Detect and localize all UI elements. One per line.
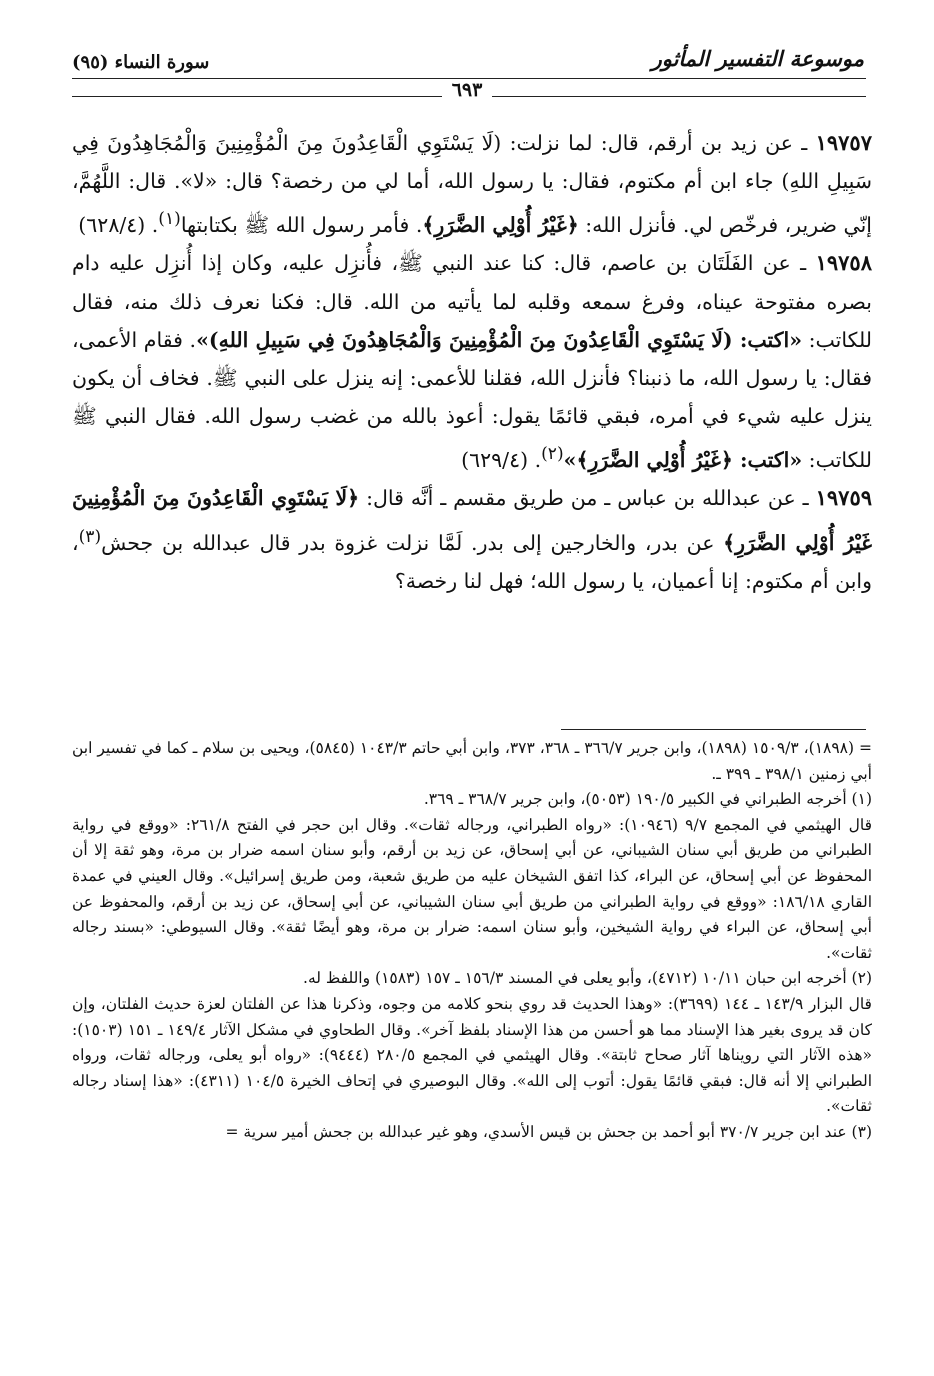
hadith-text: جاء ابن أم مكتوم، فقال: يا رسول الله، أما لي من رخصة؟ قال: «لا». قال: اللَّهُمَّ، إنّي ضرير، فرخّص لي. فأنزل الله: [72, 169, 872, 238]
hadith-text: ـ عن الفَلَتَان بن عاصم، قال: كنا عند النبي ﷺ، فأُنزِل عليه، وكان إذا أُنزِل عليه دام بصره مفتوحة عيناه، وفرغ سمعه وقلبه لما يأتيه من الله. قال: فكنا نعرف ذلك منه، فقال للكاتب: [72, 251, 872, 352]
hadith-text: . فأمر رسول الله ﷺ بكتابتها [180, 213, 423, 238]
quran-quote: «اكتب: ﴿غَيْرُ أُوْلِي الضَّرَرِ﴾» [563, 448, 803, 473]
quran-quote: ﴿لَا يَسْتَوِي الْقَاعِدُونَ مِنَ الْمُؤْمِنِينَ غَيْرُ أُوْلِي الضَّرَرِ﴾ [72, 486, 872, 555]
hadith-entry [72, 479, 872, 599]
main-text [72, 124, 872, 600]
footnote: (٢) أخرجه ابن حبان ١٠/١١ (٤٧١٢)، وأبو يعلى في المسند ١٥٦/٣ ـ ١٥٧ (١٥٨٣) واللفظ له. [303, 969, 872, 988]
hadith-text: ـ عن عبدالله بن عباس ـ من طريق مقسم ـ أنَّه قال: [359, 486, 816, 511]
hadith-text: عن بدر، والخارجين إلى بدر. لَمَّا نزلت غزوة بدر قال عبدالله بن جحش [101, 530, 724, 555]
footnote-marker: (١) [158, 209, 181, 230]
hadith-entry [72, 244, 872, 479]
footnote: قال الهيثمي في المجمع ٩/٧ (١٠٩٤٦): «رواه الطبراني، ورجاله ثقات». وقال ابن حجر في الفتح ٢٦١/٨: «ووقع في رواية الطبراني من طريق أبي سنان الشيباني، عن أبي إسحاق، عن زيد بن أرقم، وأبو سنان اسمه ضرار بن مرة، وهو ثقة إلا أن المحفوظ عن أبي إسحاق، عن البراء، كذا اتفق الشيخان عليه من طريق شعبة، ومن طريق إسرائيل». وقال العيني في عمدة القاري ١٨٦/١٨: «ووقع في رواية الطبراني من طريق أبي سنان الشيباني، عن أبي إسحاق، عن زيد بن أرقم، والمحفوظ عن أبي إسحاق، عن البراء في رواية الشيخين، وأبو سنان اسمه: ضرار بن مرة، وهو أيضًا ثقة». وقال السيوطي: «بسند رجاله ثقات». [72, 815, 873, 962]
volume-reference: . (٦٢٨/٤) [78, 213, 159, 238]
hadith-entry [72, 124, 872, 244]
footnote: قال البزار ١٤٣/٩ ـ ١٤٤ (٣٦٩٩): «وهذا الحديث قد روي بنحو كلامه من وجوه، وذكرنا هذا عن الفلتان لعزة حديث الفلتان، وإن كان قد يروى بغير هذا الإسناد مما هو أحسن من هذا الإسناد بلفظ آخر». وقال الطحاوي في مشكل الآثار ١٤٩/٤ ـ ١٥١ (١٥٠٣): «هذه الآثار التي رويناها آثار صحاح ثابتة». وقال الهيثمي في المجمع ٢٨٠/٥ (٩٤٤٤): «رواه أبو يعلى، ورجاله ثقات، ورواه الطبراني إلا أنه قال: فبقي قائمًا يقول: أتوب إلى الله». وقال البوصيري في إتحاف الخيرة ١٠٤/٥ (٤٣١١): «هذا إسناد رجاله ثقات». [72, 994, 872, 1116]
hadith-text: . فقام الأعمى، فقال: يا رسول الله، ما ذنبنا؟ فأنزل الله، فقلنا للأعمى: إنه ينزل على النبي ﷺ. فخاف أن يكون ينزل عليه شيء في أمره، فبقي قائمًا يقول: أعوذ بالله من غضب رسول الله. فقال النبي ﷺ للكاتب: [72, 327, 872, 473]
quran-quote: ﴿غَيْرُ أُوْلِي الضَّرَرِ﴾ [422, 213, 579, 238]
surah-label: سورة النساء (٩٥) [72, 52, 210, 73]
page-number-row [0, 79, 934, 101]
quran-quote: (لَا يَسْتَوِي الْقَاعِدُونَ مِنَ الْمُؤْمِنِينَ وَالْمُجَاهِدُونَ فِي سَبِيلِ اللهِ) [72, 131, 872, 194]
footnote: (١) أخرجه الطبراني في الكبير ١٩٠/٥ (٥٠٥٣)، وابن جرير ٣٦٨/٧ ـ ٣٦٩. [423, 790, 872, 809]
hadith-text: ـ عن زيد بن أرقم، قال: لما نزلت: [501, 131, 816, 155]
hadith-text: ، وابن أم مكتوم: إنا أعميان، يا رسول الله؛ فهل لنا رخصة؟ [72, 530, 872, 593]
hadith-number: ١٩٧٥٩ [815, 485, 873, 511]
footnote-marker: (٣) [78, 526, 102, 547]
hadith-number: ١٩٧٥٧ [815, 130, 872, 155]
hadith-number: ١٩٧٥٨ [815, 250, 872, 276]
book-title: موسوعة التفسير المأثور [651, 46, 864, 71]
footnotes [72, 736, 872, 1146]
footnote-separator [561, 729, 866, 730]
footnote: (٣) عند ابن جرير ٣٧٠/٧ أبو أحمد بن جحش بن قيس الأسدي، وهو غير عبدالله بن جحش أمير سرية = [225, 1122, 872, 1141]
footnote: = (١٨٩٨)، ١٥٠٩/٣ (١٨٩٨)، وابن جرير ٣٦٦/٧ ـ ٣٦٨، ٣٧٣، وابن أبي حاتم ١٠٤٣/٣ (٥٨٤٥)، ويحيى بن سلام ـ كما في تفسير ابن أبي زمنين ٣٩٨/١ ـ ٣٩٩ ـ. [72, 739, 872, 783]
volume-reference: . (٦٢٩/٤) [461, 448, 542, 473]
quran-quote: «اكتب: (لَا يَسْتَوِي الْقَاعِدُونَ مِنَ الْمُؤْمِنِينَ وَالْمُجَاهِدُونَ فِي سَبِيلِ اللهِ)» [196, 327, 803, 352]
page-number: ٦٩٣ [442, 79, 493, 101]
footnote-marker: (٢) [541, 444, 564, 465]
